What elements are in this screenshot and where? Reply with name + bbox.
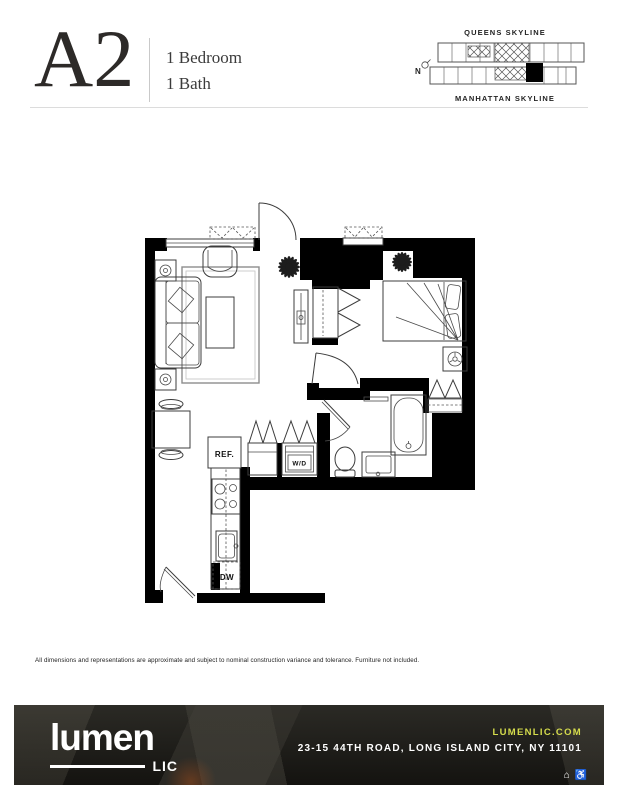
building-keyplan [414, 28, 596, 103]
toilet [335, 447, 355, 477]
bathroom-vanity [362, 452, 395, 477]
website-url: LUMENLIC.COM [492, 727, 582, 738]
svg-text:REF.: REF. [214, 450, 235, 459]
svg-text:W/D: W/D [292, 460, 307, 468]
footer-compliance-icons [564, 770, 588, 781]
entry-door [259, 203, 296, 240]
unit-specs [166, 45, 242, 98]
keyplan-diagram [414, 40, 596, 92]
kitchen [208, 437, 241, 589]
svg-text:DW: DW [219, 573, 235, 582]
kitchen-entry-door [160, 567, 195, 598]
linen-closet [248, 421, 277, 475]
dining-table [152, 411, 190, 448]
coffee-table [206, 297, 234, 348]
highlighted-unit [526, 63, 543, 82]
accessibility-icon: ♿ [574, 770, 588, 781]
bedroom-window [343, 227, 383, 245]
living-room [155, 246, 308, 390]
armchair [203, 246, 237, 277]
lumen-logo [50, 719, 178, 774]
spec-bedroom: 1 Bedroom [166, 48, 243, 67]
floorplan [140, 150, 485, 645]
queens-skyline-label: QUEENS SKYLINE [464, 28, 546, 37]
floorplan-drawing [140, 150, 485, 645]
plant-bedroom [392, 252, 412, 272]
sofa [155, 277, 201, 368]
spec-bath: 1 Bath [166, 74, 211, 94]
logo-wordmark: lumen [50, 717, 154, 758]
rug [182, 267, 259, 383]
equal-housing-icon: ⌂ [563, 770, 571, 781]
svg-text:N: N [415, 67, 421, 76]
keyplan-upper-bar [438, 43, 584, 62]
logo-underline [50, 765, 145, 768]
refrigerator [208, 437, 241, 468]
end-table-bottom [155, 369, 176, 390]
bedroom-closet-south [428, 380, 462, 412]
manhattan-skyline-label: MANHATTAN SKYLINE [454, 94, 556, 103]
washer-dryer-closet [282, 421, 317, 475]
unit-name: A2 [34, 13, 135, 104]
keyplan-lower-bar [430, 63, 576, 84]
console-table [294, 290, 308, 343]
north-arrow-icon [415, 60, 431, 77]
disclaimer-text: All dimensions and representations are approximate and subject to nominal construction variance and tolerance. Furniture not included. [35, 657, 420, 664]
living-room-window [166, 227, 255, 247]
bathroom [335, 395, 426, 477]
kitchen-sink [216, 531, 238, 561]
bathtub [391, 395, 426, 455]
address-text: 23-15 44TH ROAD, LONG ISLAND CITY, NY 11101 [297, 743, 582, 754]
logo-lic-label: LIC [152, 758, 178, 774]
bedroom-closet-west [313, 287, 360, 338]
header-divider [149, 38, 150, 102]
dining-area [152, 400, 190, 460]
header-rule [30, 107, 588, 108]
bedroom-door [312, 353, 358, 384]
plant-living-room [278, 256, 300, 278]
footer-banner [14, 705, 604, 785]
bed [383, 281, 466, 341]
footer-contact-block [298, 727, 582, 754]
